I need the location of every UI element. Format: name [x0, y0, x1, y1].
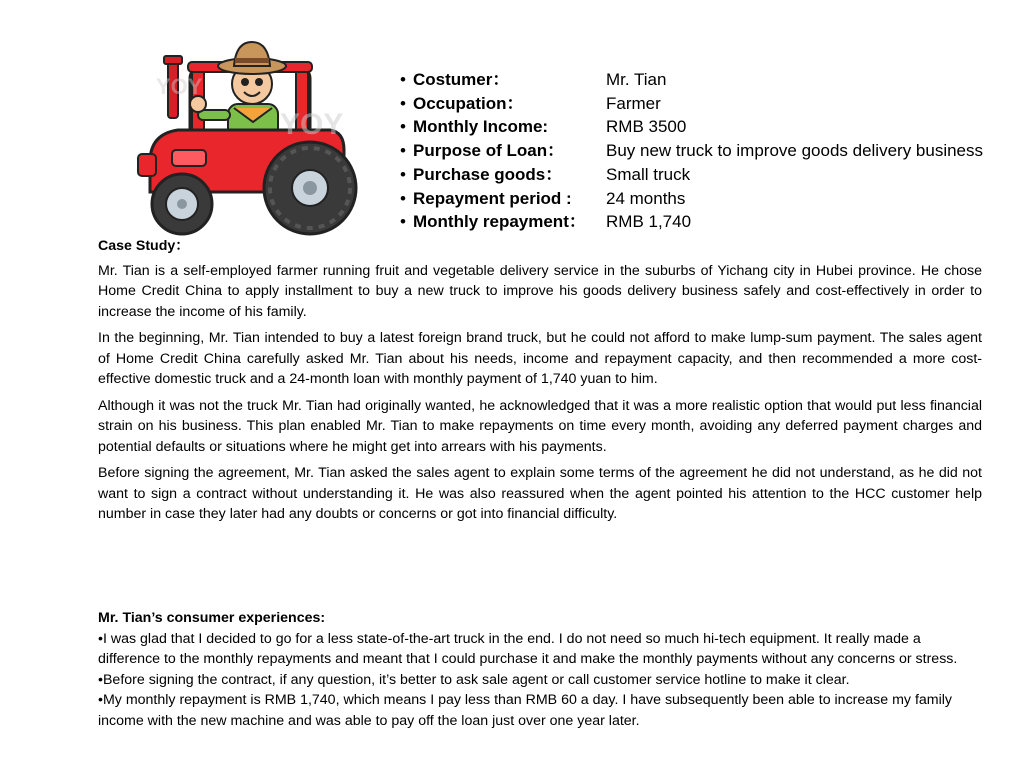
customer-profile-list	[400, 68, 983, 234]
watermark: YOY	[280, 108, 344, 141]
profile-item-purchase-goods	[400, 163, 983, 187]
experience-item: •Before signing the contract, if any question, it’s better to ask sale agent or call customer service hotline to make it clear.	[98, 671, 850, 688]
profile-item-monthly-income	[400, 115, 983, 139]
profile-value: Small truck	[606, 164, 691, 184]
case-study-paragraph: In the beginning, Mr. Tian intended to buy a latest foreign brand truck, but he could not afford to make lump-sum payment. The sales agent of Home Credit China carefully asked Mr. Tian about his needs, income and repayment capacity, and then recommended a more cost-effective domestic truck and a 24-month loan with monthly payment of 1,740 yuan to him.	[98, 330, 982, 387]
bullet: •	[400, 70, 406, 89]
consumer-experiences-section	[98, 608, 982, 731]
case-study-heading: Case Study：	[98, 238, 190, 254]
bullet: •	[400, 93, 406, 113]
profile-label: Purpose of Loan：	[413, 141, 565, 161]
profile-label: Purchase goods：	[413, 164, 563, 184]
experience-item: •My monthly repayment is RMB 1,740, which means I pay less than RMB 60 a day. I have subsequently been able to increase my family income with the new machine and was able to pay off the loan just over one year later.	[98, 692, 952, 729]
profile-value: Farmer	[606, 93, 661, 113]
case-study-paragraph: Before signing the agreement, Mr. Tian asked the sales agent to explain some terms of the agreement he did not understand, as he did not want to sign a contract without understanding it. He was also reassured when the agent pointed his attention to the HCC customer help number in case they later had any doubts or concerns or got into financial difficulty.	[98, 465, 982, 522]
profile-value: 24 months	[606, 188, 686, 208]
profile-value: Mr. Tian	[606, 70, 667, 89]
bullet: •	[400, 188, 406, 208]
profile-label: Monthly repayment：	[413, 212, 586, 232]
front-wheel	[152, 174, 212, 234]
profile-value: Buy new truck to improve goods delivery business	[606, 141, 984, 161]
rear-wheel	[264, 142, 356, 234]
profile-label: Monthly Income:	[413, 117, 549, 137]
experiences-heading: Mr. Tian’s consumer experiences:	[98, 610, 326, 626]
profile-item-customer	[400, 68, 983, 92]
profile-item-occupation	[400, 92, 983, 116]
profile-value: RMB 3500	[606, 117, 687, 137]
experience-item: •I was glad that I decided to go for a less state-of-the-art truck in the end. I do not need so much hi-tech equipment. It really made a difference to the monthly repayments and meant that I could purchase it and make the monthly payments without any concerns or stress.	[98, 630, 958, 667]
case-study-paragraph: Although it was not the truck Mr. Tian had originally wanted, he acknowledged that it was a more realistic option that would put less financial strain on his business. This plan enabled Mr. Tian to make repayments on time every month, avoiding any deferred payment charges and potential defaults or situations where he might get into arrears with his payments.	[98, 397, 982, 455]
watermark-small: YOY	[156, 74, 203, 99]
profile-label: Occupation：	[413, 93, 524, 113]
profile-label: Costumer：	[413, 70, 510, 89]
case-study-section	[98, 236, 982, 531]
profile-label: Repayment period :	[413, 188, 572, 208]
bullet: •	[400, 164, 406, 184]
profile-item-repayment-period	[400, 187, 983, 211]
bullet: •	[400, 141, 406, 161]
case-study-paragraph: Mr. Tian is a self-employed farmer running fruit and vegetable delivery service in the suburbs of Yichang city in Hubei province. He chose Home Credit China to apply installment to buy a new truck to improve his goods delivery business safely and cost-effectively in order to increase the income of his family.	[98, 262, 982, 320]
profile-value: RMB 1,740	[606, 212, 692, 232]
profile-item-purpose-of-loan	[400, 139, 983, 163]
bullet: •	[400, 117, 406, 137]
farmer-tractor-illustration	[130, 22, 380, 242]
bullet: •	[400, 212, 406, 232]
profile-item-monthly-repayment	[400, 210, 983, 234]
